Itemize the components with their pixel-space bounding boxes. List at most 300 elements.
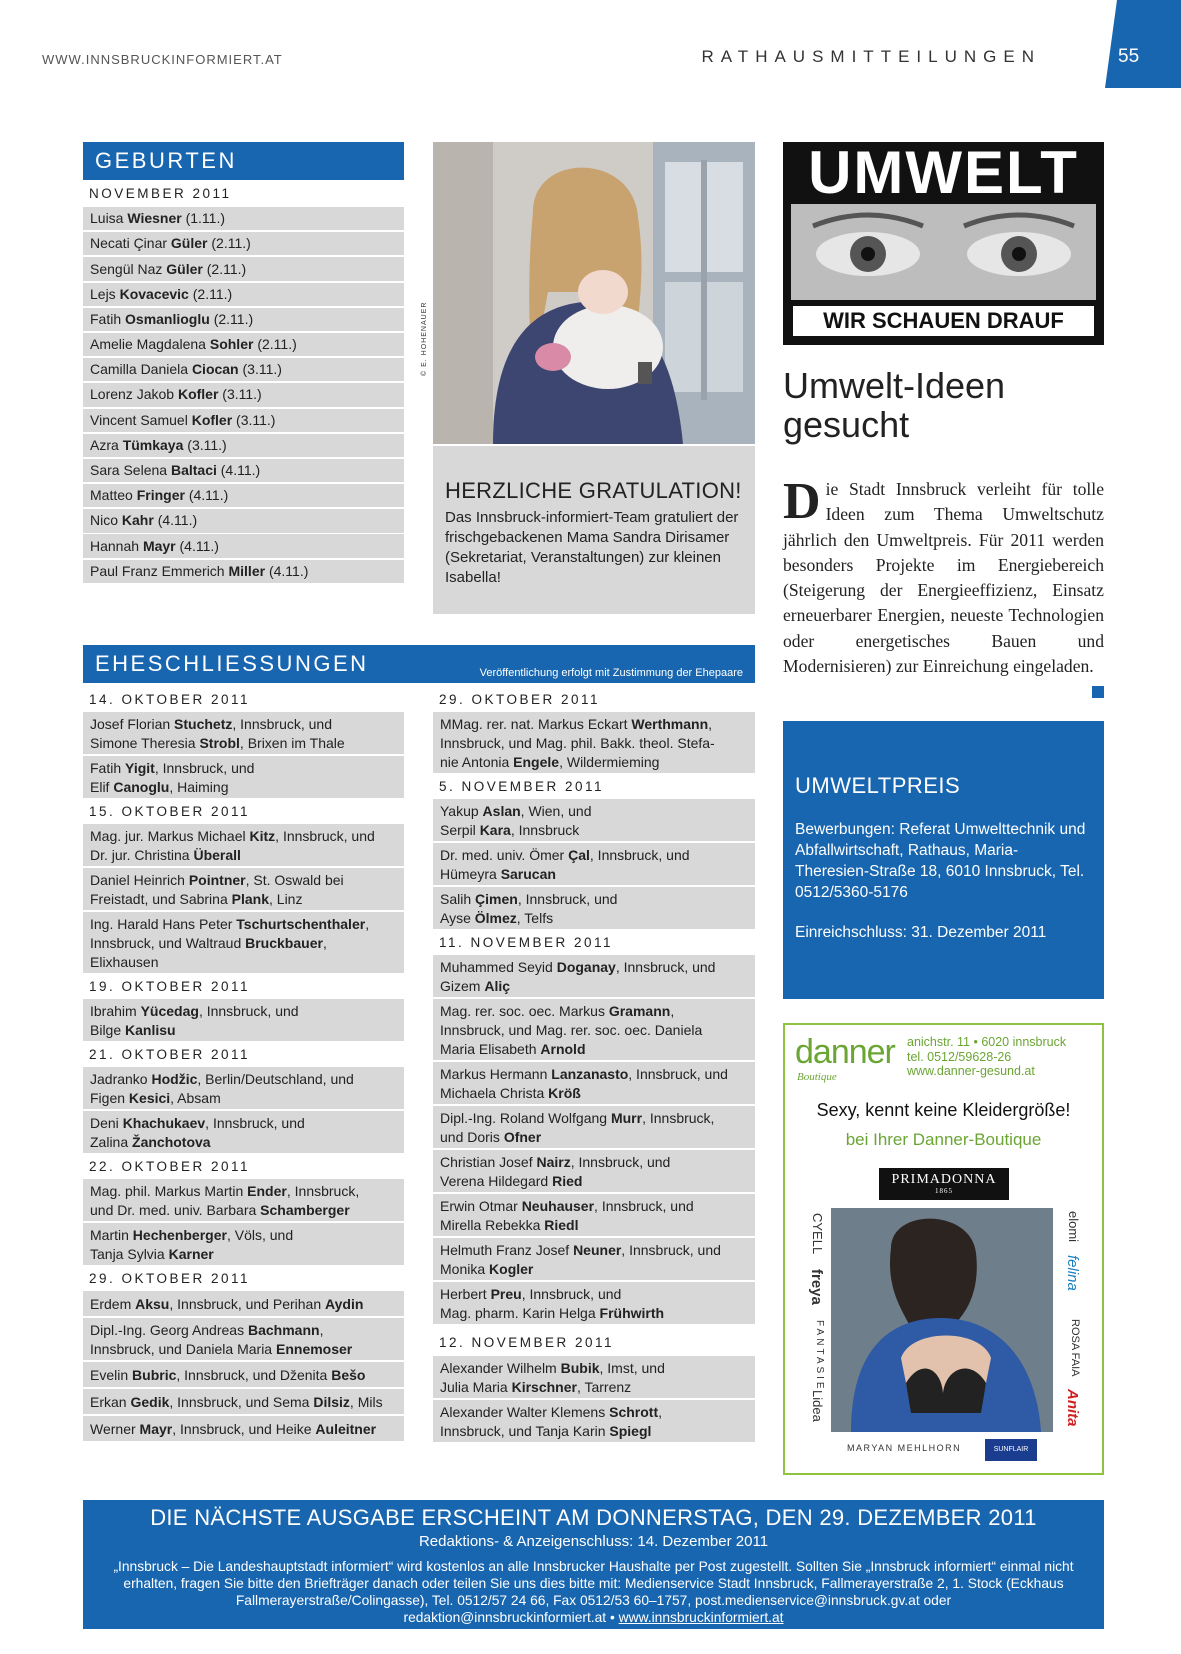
birth-date: (2.11.) [209, 310, 254, 327]
danner-address-line1: anichstr. 11 • 6020 innsbruck [907, 1035, 1067, 1049]
page-number-tab [1105, 0, 1181, 88]
marriage-surname: Arnold [540, 1041, 586, 1057]
birth-date: (4.11.) [216, 462, 261, 479]
birth-first-name: Sara Selena [90, 462, 171, 479]
marriage-line [440, 1304, 749, 1323]
marriage-surname: Neuhauser [521, 1198, 595, 1214]
marriage-entry [83, 868, 404, 910]
ehe-title: EHESCHLIESSUNGEN [95, 651, 369, 676]
marriage-surname: Hechenberger [132, 1227, 227, 1243]
marriage-surname: Aliç [484, 978, 511, 994]
marriage-surname: Ölmez [474, 910, 517, 926]
birth-first-name: Matteo [90, 487, 137, 504]
marriage-line [440, 890, 749, 909]
birth-name [90, 335, 297, 354]
birth-name [90, 411, 275, 430]
marriage-surname: Schamberger [260, 1202, 350, 1218]
birth-date: (4.11.) [265, 562, 309, 579]
next-issue-headline: DIE NÄCHSTE AUSGABE ERSCHEINT AM DONNERSTAG, DEN 29. DEZEMBER 2011 [150, 1505, 1037, 1530]
marriage-line [90, 1089, 398, 1108]
umweltpreis-deadline: Einreichschluss: 31. Dezember 2011 [795, 924, 1047, 941]
umwelt-logo-top: UMWELT [808, 142, 1079, 206]
birth-entry [83, 434, 404, 457]
marriage-text: , Tarrenz [576, 1379, 632, 1395]
marriage-line [440, 1153, 749, 1172]
birth-date: (3.11.) [183, 436, 227, 453]
marriage-entry [433, 1106, 755, 1148]
marriage-text: , Absam [170, 1090, 221, 1106]
marriage-surname: Bešo [331, 1366, 366, 1383]
distribution-text: „Innsbruck – Die Landeshauptstadt informiert“ wird kostenlos an alle Innsbrucker Haushalte per Post zugestellt. Sollten Sie „Innsbruck informiert“ einmal nicht erhalten, fragen Sie bitte den Briefträger danach oder teilen Sie uns dies bitte mit: Medienservice Stadt Innsbruck, Fallmerayerstraße 2, 1. Stock (Eckhaus Fallmerayerstraße/Colingasse), Tel. 0512/57 24 66, Fax 0512/53 60–1757, post.medienservice@innsbruck.gv.at oder [113, 1559, 1074, 1608]
birth-name [90, 385, 262, 404]
birth-name [90, 285, 232, 304]
marriage-text: Elixhausen [90, 954, 159, 970]
birth-first-name: Luisa [90, 210, 128, 227]
marriage-line [90, 915, 398, 934]
marriage-entry [433, 1062, 755, 1104]
danner-address-line2: tel. 0512/59628-26 [907, 1049, 1012, 1064]
marriage-text: , Telfs [516, 910, 554, 926]
marriage-text: nie Antonia [440, 754, 514, 770]
birth-date: (1.11.) [181, 210, 226, 227]
marriage-line [90, 778, 398, 797]
birth-last-name: Baltaci [170, 462, 217, 479]
brand-lidea: Lidea [810, 1390, 825, 1422]
birth-last-name: Osmanlioglu [125, 310, 210, 327]
umwelt-logo [783, 142, 1104, 345]
marriage-surname: Kirschner [511, 1379, 577, 1395]
marriage-surname: Karner [168, 1246, 214, 1262]
primadonna-logo [879, 1168, 1009, 1200]
marriage-line [90, 1114, 398, 1133]
marriage-text: , [322, 935, 327, 951]
marriage-text: Salih [440, 891, 476, 907]
marriage-text: Innsbruck, und Daniela Maria [90, 1341, 276, 1357]
marriage-line [325, 1295, 363, 1314]
birth-last-name: Ciocan [191, 361, 239, 378]
marriage-entry [83, 912, 404, 973]
marriage-surname: Nairz [536, 1154, 571, 1170]
marriage-surname: Aksu [135, 1295, 170, 1312]
gratulation-text: Das Innsbruck-informiert-Team gratuliert der frischgebackenen Mama Sandra Dirisamer (Sekretariat, Veranstaltungen) zur kleinen Isabella! [445, 509, 739, 586]
umwelt-title-line2: gesucht [783, 404, 910, 445]
marriage-line [440, 1285, 749, 1304]
marriage-entry [83, 1291, 404, 1316]
marriage-text: , [670, 1003, 675, 1019]
marriage-text: Mag. rer. soc. oec. Markus [440, 1003, 609, 1019]
redaktion-email[interactable]: redaktion@innsbruckinformiert.at • [403, 1610, 619, 1625]
marriage-text: , St. Oswald bei [245, 872, 344, 888]
marriage-text: Dr. med. univ. Ömer [440, 847, 569, 863]
marriage-line [440, 1002, 749, 1021]
marriage-surname: Gramann [608, 1003, 671, 1019]
marriage-text: , Berlin/Deutschland, und [197, 1071, 354, 1087]
marriage-text: Serpil [440, 822, 480, 838]
marriage-line [90, 890, 398, 909]
marriage-text: Erkan [90, 1393, 131, 1410]
marriage-line [440, 734, 749, 753]
website-link[interactable]: www.innsbruckinformiert.at [618, 1610, 784, 1625]
marriage-text: , Innsbruck, und [621, 1242, 721, 1258]
marriage-text: , Innsbruck, und [615, 959, 716, 975]
umweltpreis-title: UMWELTPREIS [795, 773, 961, 798]
birth-last-name: Kovacevic [119, 285, 189, 302]
marriage-text: , Wien, und [520, 803, 592, 819]
marriage-line [90, 1366, 331, 1385]
marriage-line [90, 953, 398, 972]
marriage-date-heading: 29. OKTOBER 2011 [439, 692, 601, 707]
brand-freya: freya [808, 1269, 825, 1305]
birth-first-name: Paul Franz Emmerich [90, 562, 229, 579]
marriage-surname: Werthmann [631, 716, 709, 732]
deadline-text: Redaktions- & Anzeigenschluss: 14. Dezember 2011 [418, 1533, 769, 1550]
birth-date: (2.11.) [202, 260, 247, 277]
geburten-list [83, 207, 404, 583]
marriage-text: Muhammed Seyid [440, 959, 557, 975]
birth-name [90, 310, 253, 329]
danner-ad[interactable] [783, 1023, 1104, 1475]
ehe-list-right [433, 688, 755, 1444]
birth-entry [83, 484, 404, 507]
site-url[interactable]: WWW.INNSBRUCKINFORMIERT.AT [42, 52, 283, 67]
umwelt-article [783, 473, 1104, 698]
marriage-text: Monika [440, 1261, 490, 1277]
marriage-line [331, 1366, 365, 1385]
marriage-surname: Ender [247, 1183, 287, 1199]
marriage-text: Helmuth Franz Josef [440, 1242, 574, 1258]
marriage-line [440, 1109, 749, 1128]
marriage-line [90, 1420, 315, 1439]
marriage-line [90, 1245, 398, 1264]
birth-name [90, 562, 308, 581]
ad-subslogan: bei Ihrer Danner-Boutique [845, 1130, 1042, 1149]
ehe-header [83, 645, 755, 683]
birth-first-name: Lejs [90, 285, 120, 302]
marriage-line [440, 865, 749, 884]
section-title: RATHAUSMITTEILUNGEN [701, 47, 1041, 66]
birth-last-name: Kofler [191, 411, 233, 428]
marriage-line [440, 977, 749, 996]
marriage-line [90, 827, 398, 846]
marriage-text: Erwin Otmar [440, 1198, 522, 1214]
birth-date: (4.11.) [153, 512, 198, 529]
marriage-surname: Kesici [128, 1090, 171, 1106]
birth-entry [83, 257, 404, 280]
birth-first-name: Camilla Daniela [90, 361, 192, 378]
marriage-line [440, 1260, 749, 1279]
marriage-surname: Lanzanasto [551, 1066, 629, 1082]
marriage-surname: Frühwirth [599, 1305, 665, 1321]
marriage-line [90, 759, 398, 778]
marriage-text: Innsbruck, und Tanja Karin [440, 1423, 610, 1439]
marriage-entry [433, 999, 755, 1060]
next-issue-footer [83, 1500, 1104, 1629]
marriage-surname: Khachukaev [122, 1115, 206, 1131]
brand-maryan-mehlhorn: MARYAN MEHLHORN [847, 1443, 962, 1453]
photo-mother-baby [433, 142, 755, 444]
marriage-text: Josef Florian [90, 716, 175, 732]
birth-last-name: Kofler [177, 386, 219, 403]
birth-entry [83, 509, 404, 532]
marriage-text: , Innsbruck, und [232, 716, 333, 732]
birth-entry [83, 534, 404, 557]
marriage-text: Yakup [440, 803, 483, 819]
marriage-line [440, 1040, 749, 1059]
marriage-text: , Innsbruck, und [198, 1003, 299, 1019]
marriage-line [440, 1378, 749, 1397]
birth-entry [83, 207, 404, 230]
ad-model-photo [831, 1208, 1053, 1432]
marriage-text: Mag. pharm. Karin Helga [440, 1305, 600, 1321]
brand-sunflair: SUNFLAIR [985, 1439, 1037, 1461]
marriage-surname: Pointner [188, 872, 246, 888]
marriage-text: Innsbruck, und Mag. phil. Bakk. theol. Stefa- [440, 735, 715, 751]
marriage-line [90, 1321, 398, 1340]
birth-name [90, 461, 260, 480]
marriage-text: , Brixen im Thale [239, 735, 345, 751]
birth-first-name: Azra [90, 436, 123, 453]
marriage-surname: Bubric [132, 1366, 177, 1383]
birth-name [90, 234, 251, 253]
birth-name [90, 260, 246, 279]
marriage-text: , Innsbruck, und Heike [172, 1420, 316, 1437]
marriage-line [440, 802, 749, 821]
marriage-entry [433, 1282, 755, 1324]
marriage-text: Daniel Heinrich [90, 872, 189, 888]
marriage-entry [83, 1067, 404, 1109]
marriage-text: Freistadt, und Sabrina [90, 891, 232, 907]
marriage-entry [83, 1179, 404, 1221]
marriage-text: Werner [90, 1420, 140, 1437]
marriage-text: Julia Maria [440, 1379, 512, 1395]
marriage-text: Elif [90, 779, 114, 795]
ehe-list-left [83, 688, 404, 1443]
marriage-text: , Innsbruck, und [570, 1154, 671, 1170]
marriage-surname: Preu [490, 1286, 522, 1302]
marriage-text: , Imst, und [599, 1360, 665, 1376]
danner-logo: danner [795, 1033, 895, 1071]
marriage-surname: Tschurtschenthaler [236, 916, 366, 932]
marriage-entry [83, 1362, 404, 1387]
primadonna-text: PRIMADONNA [891, 1172, 997, 1187]
marriage-surname: Aydin [325, 1295, 364, 1312]
marriage-text: , Innsbruck, und [594, 1198, 694, 1214]
marriage-surname: Ofner [503, 1129, 542, 1145]
marriage-surname: Plank [231, 891, 269, 907]
birth-first-name: Lorenz Jakob [90, 386, 178, 403]
marriage-line [440, 1128, 749, 1147]
marriage-surname: Spiegl [609, 1423, 652, 1439]
marriage-text: Ibrahim [90, 1003, 141, 1019]
birth-last-name: Kahr [121, 512, 154, 529]
marriage-line [90, 1295, 325, 1314]
marriage-text: Zalina [90, 1134, 133, 1150]
marriage-entry [433, 1194, 755, 1236]
marriage-line [440, 1403, 749, 1422]
birth-entry [83, 459, 404, 482]
marriage-text: , Innsbruck, und Dženita [176, 1366, 332, 1383]
geburten-header [83, 142, 404, 180]
marriage-text: Mag. jur. Markus Michael [90, 828, 250, 844]
marriage-text: , Innsbruck, und [589, 847, 690, 863]
gratulation-title: HERZLICHE GRATULATION! [445, 478, 742, 503]
marriage-entry [433, 712, 755, 773]
distribution-info [83, 1558, 1104, 1626]
umwelt-title [783, 366, 1005, 444]
marriage-text: Martin [90, 1227, 133, 1243]
marriage-text: Dipl.-Ing. Georg Andreas [90, 1322, 248, 1338]
ehe-note: Veröffentlichung erfolgt mit Zustimmung der Ehepaare [479, 667, 743, 679]
marriage-text: Verena Hildegard [440, 1173, 553, 1189]
marriage-surname: Ried [552, 1173, 583, 1189]
marriage-line [90, 1133, 398, 1152]
marriage-text: Deni [90, 1115, 123, 1131]
marriage-surname: Doganay [556, 959, 616, 975]
marriage-text: , Haiming [169, 779, 229, 795]
marriage-line [90, 734, 398, 753]
ad-slogan: Sexy, kennt keine Kleidergröße! [816, 1100, 1071, 1120]
marriage-surname: Kanlisu [125, 1022, 176, 1038]
marriage-line [440, 1241, 749, 1260]
marriage-line [90, 1393, 313, 1412]
marriage-text: , [365, 916, 370, 932]
marriage-surname: Engele [513, 754, 560, 770]
marriage-text: Hümeyra [440, 866, 501, 882]
marriage-text: Maria Elisabeth [440, 1041, 541, 1057]
marriage-text: , Völs, und [226, 1227, 294, 1243]
marriage-date-heading: 29. OKTOBER 2011 [89, 1271, 251, 1286]
birth-name [90, 537, 219, 556]
birth-entry [83, 308, 404, 331]
birth-first-name: Fatih [90, 310, 126, 327]
birth-last-name: Wiesner [127, 210, 182, 227]
marriage-surname: Überall [193, 847, 241, 863]
birth-name [90, 511, 197, 530]
marriage-surname: Hodžic [151, 1071, 198, 1087]
marriage-text: , Innsbruck, und [205, 1115, 305, 1131]
marriage-surname: Strobl [199, 735, 240, 751]
brand-anita: Anita [1064, 1389, 1081, 1427]
marriage-surname: Murr [610, 1110, 643, 1126]
marriage-surname: Dilsiz [313, 1393, 350, 1410]
marriage-date-heading: 14. OKTOBER 2011 [89, 692, 251, 707]
marriage-text: Erdem [90, 1295, 136, 1312]
marriage-text: und Doris [440, 1129, 504, 1145]
marriage-text: Evelin [90, 1366, 133, 1383]
birth-last-name: Mayr [142, 537, 176, 554]
birth-last-name: Güler [170, 235, 208, 252]
marriage-line [90, 1226, 398, 1245]
marriage-text: Herbert [440, 1286, 491, 1302]
marriage-entry [83, 1416, 404, 1441]
birth-first-name: Sengül Naz [90, 260, 167, 277]
marriage-date-heading: 21. OKTOBER 2011 [89, 1047, 251, 1062]
birth-last-name: Tümkaya [122, 436, 184, 453]
marriage-text: Simone Theresia [90, 735, 200, 751]
marriage-text: , Mils [349, 1393, 383, 1410]
marriage-entry [83, 824, 404, 866]
marriage-text: Christian Josef [440, 1154, 537, 1170]
marriage-text: Gizem [440, 978, 485, 994]
marriage-surname: Mayr [139, 1420, 173, 1437]
birth-entry [83, 333, 404, 356]
marriage-line [440, 846, 749, 865]
marriage-text: MMag. rer. nat. Markus Eckart [440, 716, 632, 732]
geburten-title: GEBURTEN [95, 148, 237, 173]
page-number: 55 [1118, 46, 1140, 67]
marriage-text: und Dr. med. univ. Barbara [90, 1202, 261, 1218]
marriage-line [90, 871, 398, 890]
birth-entry [83, 232, 404, 255]
marriage-text: Michaela Christa [440, 1085, 549, 1101]
marriage-surname: Aslan [482, 803, 521, 819]
marriage-text: , [319, 1322, 324, 1338]
marriage-text: , Wildermieming [559, 754, 660, 770]
marriage-surname: Kitz [249, 828, 276, 844]
marriage-line [440, 958, 749, 977]
marriage-text: , Innsbruck, und Sema [169, 1393, 314, 1410]
geburten-month: NOVEMBER 2011 [89, 186, 232, 201]
birth-first-name: Amelie Magdalena [90, 336, 210, 353]
marriage-date-heading: 15. OKTOBER 2011 [89, 804, 251, 819]
marriage-text: , Innsbruck, und Perihan [169, 1295, 326, 1312]
marriage-text: Alexander Wilhelm [440, 1360, 561, 1376]
marriage-line [90, 934, 398, 953]
birth-name [90, 436, 227, 455]
marriage-text: Dipl.-Ing. Roland Wolfgang [440, 1110, 611, 1126]
marriage-line [440, 1084, 749, 1103]
brand-rosa-faia: ROSA FAIA [1069, 1319, 1081, 1377]
marriage-surname: Ennemoser [276, 1341, 353, 1357]
marriage-line [90, 715, 398, 734]
marriage-line [440, 753, 749, 772]
marriage-text: , Linz [269, 891, 303, 907]
marriage-entry [83, 712, 404, 754]
marriage-date-heading: 12. NOVEMBER 2011 [439, 1335, 615, 1350]
marriage-line [440, 1359, 749, 1378]
marriage-surname: Schrott [609, 1404, 659, 1420]
marriage-surname: Kogler [489, 1261, 534, 1277]
birth-date: (3.11.) [218, 386, 262, 403]
primadonna-year: 1865 [935, 1187, 953, 1195]
marriage-text: Ayse [440, 910, 475, 926]
marriage-text: , Innsbruck [510, 822, 580, 838]
marriage-surname: Bruckbauer [245, 935, 323, 951]
birth-name [90, 486, 228, 505]
marriage-surname: Kara [479, 822, 511, 838]
marriage-date-heading: 5. NOVEMBER 2011 [439, 779, 605, 794]
marriage-entry [433, 1356, 755, 1398]
marriage-line [440, 1065, 749, 1084]
marriage-surname: Žanchotova [132, 1134, 211, 1150]
marriage-text: Bilge [90, 1022, 126, 1038]
birth-first-name: Necati Çinar [90, 235, 171, 252]
birth-last-name: Fringer [136, 487, 185, 504]
marriage-line [315, 1420, 376, 1439]
marriage-text: Dr. jur. Christina [90, 847, 194, 863]
marriage-line [440, 909, 749, 928]
marriage-surname: Stuchetz [174, 716, 233, 732]
birth-date: (3.11.) [238, 361, 282, 378]
marriage-line [90, 1201, 398, 1220]
marriage-text: Ing. Harald Hans Peter [90, 916, 237, 932]
photo-credit: © E. HOHENAUER [421, 301, 428, 376]
marriage-line [440, 1197, 749, 1216]
marriage-line [313, 1393, 382, 1412]
marriage-text: , Innsbruck, und [521, 1286, 622, 1302]
marriage-entry [433, 955, 755, 997]
marriage-line [90, 1002, 398, 1021]
